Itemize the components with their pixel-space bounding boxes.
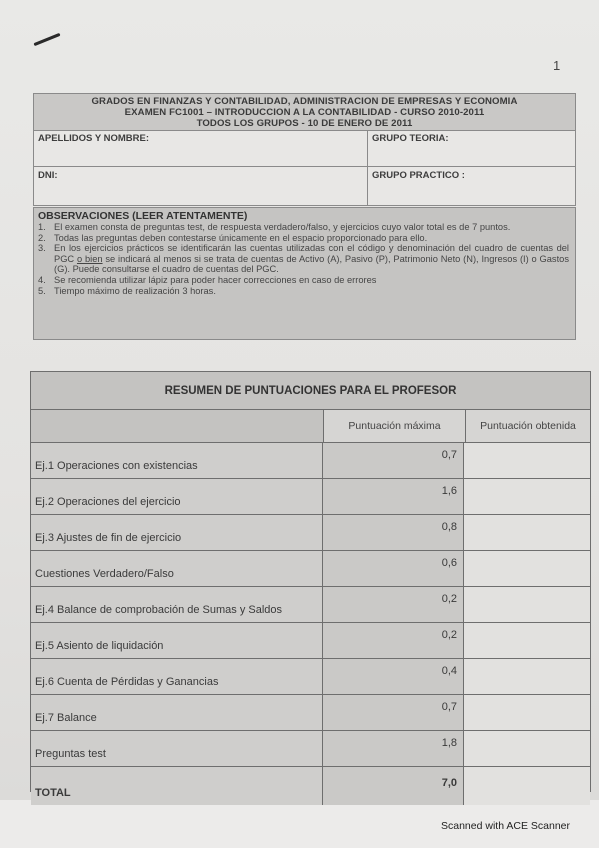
row-max-score: 0,6 (323, 551, 464, 586)
list-item: 3. En los ejercicios prácticos se identificarán las cuentas utilizadas con el código y denominación del cuadro de cuentas del PGC o bien se indicará al menos si se trata de cuentas de Activo (A), Pasivo (P), Patrimonio Neto (N), Ingresos (I) o Gastos (G). Puede consultarse el cuadro de cuentas del PGC. (38, 243, 569, 275)
header-concept-cell (31, 410, 324, 442)
row-obtained-score (464, 695, 590, 730)
scanner-watermark: Scanned with ACE Scanner (441, 820, 570, 832)
table-row (31, 479, 590, 515)
header-max-score: Puntuación máxima (324, 410, 466, 442)
row-obtained-score (464, 443, 590, 478)
list-item: 1. El examen consta de preguntas test, de respuesta verdadero/falso, y ejercicios cuyo valor total es de 7 puntos. (38, 222, 511, 232)
page-number: 1 (553, 58, 561, 73)
table-row (31, 443, 590, 479)
list-item: 5. Tiempo máximo de realización 3 horas. (38, 285, 216, 296)
row-concept: Ej.1 Operaciones con existencias (31, 443, 323, 478)
row-concept: Ej.5 Asiento de liquidación (31, 623, 323, 658)
row-obtained-score (464, 515, 590, 550)
table-row (31, 731, 590, 767)
row-max-score: 0,2 (323, 587, 464, 622)
exam-title-line-3: TODOS LOS GRUPOS - 10 DE ENERO DE 2011 (196, 118, 413, 129)
row-concept: Ej.7 Balance (31, 695, 323, 730)
row-max-score: 0,8 (323, 515, 464, 550)
row-concept: Ej.3 Ajustes de fin de ejercicio (31, 515, 323, 550)
table-row (31, 587, 590, 623)
row-concept: Ej.6 Cuenta de Pérdidas y Ganancias (31, 659, 323, 694)
name-row (34, 130, 575, 166)
row-max-score: 0,2 (323, 623, 464, 658)
row-max-score: 1,8 (323, 731, 464, 766)
table-row (31, 695, 590, 731)
total-label: TOTAL (31, 767, 323, 805)
exam-header (33, 93, 576, 206)
row-obtained-score (464, 551, 590, 586)
exam-title (34, 94, 575, 130)
observations-box (33, 207, 576, 340)
exam-title-line-1: GRADOS EN FINANZAS Y CONTABILIDAD, ADMINISTRACION DE EMPRESAS Y ECONOMIA (91, 96, 518, 107)
score-table-header (31, 410, 590, 443)
total-max-score: 7,0 (323, 767, 464, 805)
row-max-score: 0,7 (323, 695, 464, 730)
dni-field: DNI: (34, 167, 368, 205)
table-row (31, 515, 590, 551)
name-field: APELLIDOS Y NOMBRE: (34, 131, 368, 166)
row-concept: Preguntas test (31, 731, 323, 766)
row-obtained-score (464, 731, 590, 766)
list-item: 2. Todas las preguntas deben contestarse únicamente en el espacio proporcionado para ello. (38, 232, 428, 243)
total-obtained-score (464, 767, 590, 805)
row-obtained-score (464, 623, 590, 658)
row-max-score: 0,7 (323, 443, 464, 478)
row-obtained-score (464, 659, 590, 694)
table-row (31, 551, 590, 587)
theory-group-field: GRUPO TEORIA: (372, 133, 449, 144)
row-max-score: 1,6 (323, 479, 464, 514)
total-row (31, 767, 590, 805)
row-obtained-score (464, 479, 590, 514)
row-concept: Ej.4 Balance de comprobación de Sumas y Saldos (31, 587, 323, 622)
pen-stroke-mark (33, 33, 60, 46)
table-row (31, 623, 590, 659)
dni-row (34, 166, 575, 205)
row-concept: Cuestiones Verdadero/Falso (31, 551, 323, 586)
row-concept: Ej.2 Operaciones del ejercicio (31, 479, 323, 514)
score-summary-table (30, 371, 591, 799)
score-table-title: RESUMEN DE PUNTUACIONES PARA EL PROFESOR (31, 372, 590, 410)
table-row (31, 659, 590, 695)
exam-title-line-2: EXAMEN FC1001 – INTRODUCCION A LA CONTABILIDAD - CURSO 2010-2011 (124, 107, 485, 118)
observations-title: OBSERVACIONES (LEER ATENTAMENTE) (38, 210, 248, 222)
row-obtained-score (464, 587, 590, 622)
list-item: 4. Se recomienda utilizar lápiz para poder hacer correcciones en caso de errores (38, 274, 377, 285)
practical-group-field: GRUPO PRACTICO : (372, 170, 465, 181)
header-obtained-score: Puntuación obtenida (466, 410, 590, 442)
row-max-score: 0,4 (323, 659, 464, 694)
observations-list (34, 222, 575, 296)
